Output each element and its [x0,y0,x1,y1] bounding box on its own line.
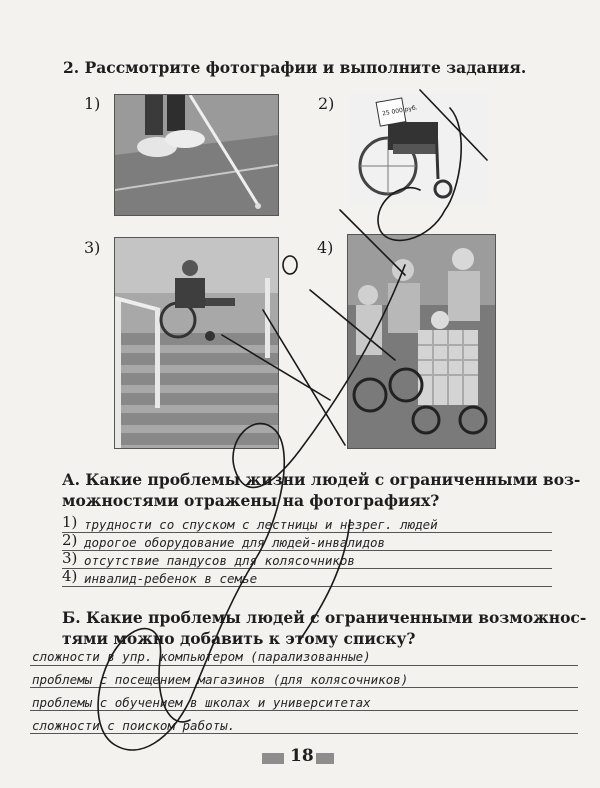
answer-1-number: 1) [62,513,78,531]
footer-bar-left [262,753,284,764]
answer-3-handwriting: отсутствие пандусов для колясочников [84,553,355,568]
photo-4-label: 4) [317,238,334,257]
photo-3-label: 3) [84,238,101,257]
section-b-answer-4: сложности с поиском работы. [32,718,236,733]
answer-2-number: 2) [62,531,78,549]
section-a-question-line2: можностями отражены на фотографиях? [62,491,440,510]
answer-4-number: 4) [62,567,78,585]
photo-2-label: 2) [318,94,335,113]
section-b-question-line1: Б. Какие проблемы людей с ограниченными возможнос- [62,608,587,627]
task-heading: 2. Рассмотрите фотографии и выполните задания. [63,58,527,77]
footer-bar-right [316,753,334,764]
section-b-answer-3: проблемы с обучением в школах и университетах [32,695,371,710]
photo-1-label: 1) [84,94,101,113]
price-tag-text: 25 000 руб. [381,104,419,118]
section-b-answer-2: проблемы с посещением магазинов (для колясочников) [32,672,409,687]
section-b-question-line2: тями можно добавить к этому списку? [62,629,416,648]
page-number: 18 [290,746,314,766]
answer-3-number: 3) [62,549,78,567]
section-b-answer-1: сложности в упр. компьютером (парализованные) [32,649,371,664]
answer-4-handwriting: инвалид-ребенок в семье [84,571,258,586]
answer-1-handwriting: трудности со спуском с лестницы и незрег. людей [84,517,438,532]
answer-2-handwriting: дорогое оборудование для людей-инвалидов [84,535,386,550]
section-a-question-line1: А. Какие проблемы жизни людей с ограниченными воз- [62,470,581,489]
